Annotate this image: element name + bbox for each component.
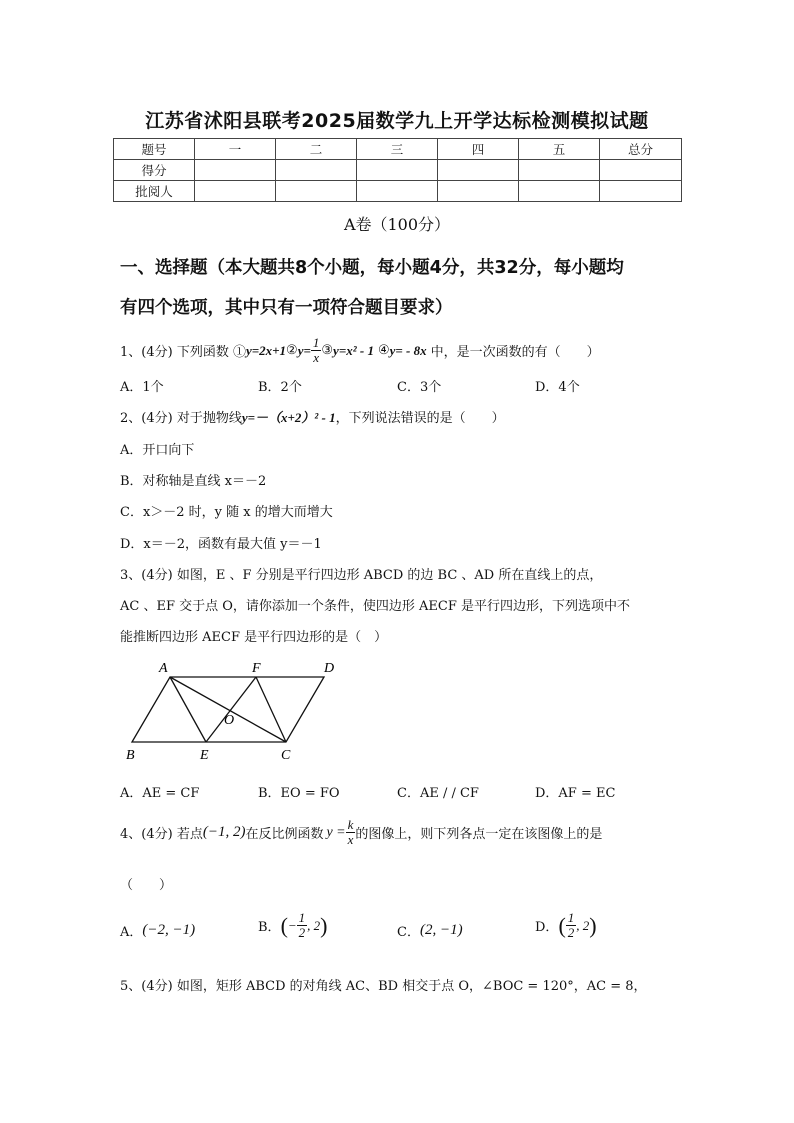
part1-heading-line2: 有四个选项，其中只有一项符合题目要求） bbox=[120, 298, 453, 318]
q4-fraction-numerator: k bbox=[347, 817, 354, 832]
q4-text-b: 在反比例函数 bbox=[245, 827, 324, 842]
score-table-row bbox=[114, 160, 682, 181]
score-cell[interactable] bbox=[519, 181, 600, 202]
q1-function-1: y=2x+1 bbox=[245, 342, 287, 358]
score-header-cell: 四 bbox=[438, 139, 519, 160]
q4-option-b-fraction bbox=[297, 911, 308, 940]
score-header-cell: 题号 bbox=[114, 139, 195, 160]
q4-option-b-lparen: ( bbox=[280, 912, 288, 938]
score-header-cell: 一 bbox=[195, 139, 276, 160]
section-a-heading: A卷（100分） bbox=[343, 215, 451, 234]
segment-fc bbox=[256, 677, 286, 742]
q4-option-c-label: C． bbox=[397, 925, 420, 940]
score-cell[interactable] bbox=[195, 160, 276, 181]
q2-text-b: ，下列说法错误的是（ ） bbox=[335, 411, 505, 426]
q4-option-c[interactable] bbox=[397, 921, 463, 940]
score-cell[interactable] bbox=[600, 181, 682, 202]
score-header-cell: 二 bbox=[276, 139, 357, 160]
q1-function-4: y= - 8x bbox=[389, 342, 427, 358]
q4-option-b-tail: , 2 bbox=[307, 917, 321, 933]
part1-heading-line1: 一、选择题（本大题共8个小题，每小题4分，共32分，每小题均 bbox=[120, 258, 624, 278]
score-cell[interactable] bbox=[438, 160, 519, 181]
question-1 bbox=[120, 336, 600, 365]
q1-mark-2: ② bbox=[286, 343, 298, 358]
q4-option-a-value: (−2, −1) bbox=[142, 922, 196, 938]
score-table-header-row bbox=[114, 139, 682, 160]
question-4 bbox=[120, 818, 602, 847]
q4-option-b-numerator: 1 bbox=[298, 910, 306, 925]
q1-mark-3: ③ bbox=[321, 343, 334, 358]
score-cell[interactable] bbox=[519, 160, 600, 181]
q1-function-2-left: y= bbox=[297, 342, 311, 358]
score-cell[interactable] bbox=[357, 160, 438, 181]
q4-option-d-fraction bbox=[566, 911, 577, 940]
score-cell[interactable] bbox=[600, 160, 682, 181]
q2-option-c[interactable]: C．x＞－2 时，y 随 x 的增大而增大 bbox=[120, 505, 333, 520]
q1-function-3: y=x² - 1 bbox=[333, 342, 374, 358]
score-row-label: 得分 bbox=[114, 160, 195, 181]
q4-text-a: 4、(4分) 若点 bbox=[120, 827, 203, 842]
q3-parallelogram-figure bbox=[120, 652, 350, 767]
label-o: O bbox=[224, 713, 235, 728]
q4-option-b-denominator: 2 bbox=[298, 925, 306, 940]
q4-option-b-sign: − bbox=[287, 917, 297, 933]
question-3-line2: AC 、EF 交于点 O，请你添加一个条件，使四边形 AECF 是平行四边形，下列选项中不 bbox=[120, 599, 631, 614]
q4-option-a-label: A． bbox=[120, 925, 143, 940]
q2-option-d[interactable]: D．x＝－2，函数有最大值 y＝－1 bbox=[120, 537, 322, 552]
label-f: F bbox=[252, 661, 261, 676]
score-row-label: 批阅人 bbox=[114, 181, 195, 202]
q4-option-b-label: B． bbox=[258, 920, 281, 935]
segment-fe bbox=[206, 677, 256, 742]
q4-answer-paren: （ ） bbox=[120, 878, 173, 893]
label-e: E bbox=[200, 748, 209, 763]
q2-option-b[interactable]: B．对称轴是直线 x＝－2 bbox=[120, 474, 267, 489]
q4-fraction-denominator: x bbox=[347, 832, 354, 847]
q2-option-a[interactable]: A．开口向下 bbox=[120, 443, 195, 458]
q3-option-c[interactable]: C．AE / / CF bbox=[397, 786, 479, 801]
q4-option-d-denominator: 2 bbox=[567, 925, 575, 940]
q1-prefix: 1、(4分) 下列函数 ① bbox=[120, 345, 246, 360]
q4-option-d[interactable] bbox=[535, 911, 597, 940]
q4-option-a[interactable] bbox=[120, 921, 195, 940]
q4-option-c-value: (2, −1) bbox=[419, 922, 463, 938]
q1-fraction-denominator: x bbox=[313, 350, 320, 365]
q1-option-b[interactable]: B．2个 bbox=[258, 380, 302, 395]
score-cell[interactable] bbox=[276, 160, 357, 181]
q4-option-d-tail: , 2 bbox=[576, 917, 590, 933]
q2-text-a: 2、(4分) 对于抛物线 bbox=[120, 411, 242, 426]
label-b: B bbox=[126, 748, 135, 763]
question-5: 5、(4分) 如图，矩形 ABCD 的对角线 AC、BD 相交于点 O，∠BOC = 120°，AC = 8， bbox=[120, 979, 647, 994]
q4-func-left: y = bbox=[326, 824, 346, 840]
q2-formula: y=－（x+2）² - 1 bbox=[241, 410, 336, 425]
label-d: D bbox=[324, 661, 335, 676]
q1-mark-4: ④ bbox=[377, 343, 390, 358]
question-3-line1: 3、(4分) 如图，E 、F 分别是平行四边形 ABCD 的边 BC 、AD 所在直线上的点， bbox=[120, 568, 603, 583]
q1-option-d[interactable]: D．4个 bbox=[535, 380, 580, 395]
label-c: C bbox=[281, 748, 291, 763]
q4-point: (−1, 2) bbox=[202, 824, 246, 840]
score-table-row bbox=[114, 181, 682, 202]
page-title: 江苏省沭阳县联考2025届数学九上开学达标检测模拟试题 bbox=[145, 110, 649, 132]
q1-fraction-numerator: 1 bbox=[312, 335, 320, 350]
label-a: A bbox=[159, 661, 168, 676]
q4-option-b-rparen: ) bbox=[320, 912, 328, 938]
score-header-cell: 五 bbox=[519, 139, 600, 160]
score-header-cell: 总分 bbox=[600, 139, 682, 160]
q4-option-d-label: D． bbox=[535, 920, 559, 935]
score-table bbox=[113, 138, 682, 202]
q3-option-a[interactable]: A．AE = CF bbox=[120, 786, 200, 801]
q1-function-2-fraction bbox=[311, 336, 322, 365]
q1-option-a[interactable]: A．1个 bbox=[120, 380, 164, 395]
q4-text-c: 的图像上，则下列各点一定在该图像上的是 bbox=[355, 827, 603, 842]
q4-option-b[interactable] bbox=[258, 911, 328, 940]
q3-option-d[interactable]: D．AF = EC bbox=[535, 786, 616, 801]
question-2 bbox=[120, 407, 505, 426]
q3-option-b[interactable]: B．EO = FO bbox=[258, 786, 340, 801]
question-3-line3: 能推断四边形 AECF 是平行四边形的是（ ） bbox=[120, 630, 388, 645]
score-cell[interactable] bbox=[357, 181, 438, 202]
q4-option-d-lparen: ( bbox=[558, 912, 566, 938]
q1-suffix: 中，是一次函数的有（ ） bbox=[430, 345, 600, 360]
score-cell[interactable] bbox=[276, 181, 357, 202]
score-cell[interactable] bbox=[438, 181, 519, 202]
q4-option-d-numerator: 1 bbox=[567, 910, 575, 925]
score-cell[interactable] bbox=[195, 181, 276, 202]
q4-func-fraction bbox=[346, 818, 356, 847]
score-header-cell: 三 bbox=[357, 139, 438, 160]
q4-option-d-rparen: ) bbox=[589, 912, 597, 938]
q1-option-c[interactable]: C．3个 bbox=[397, 380, 442, 395]
